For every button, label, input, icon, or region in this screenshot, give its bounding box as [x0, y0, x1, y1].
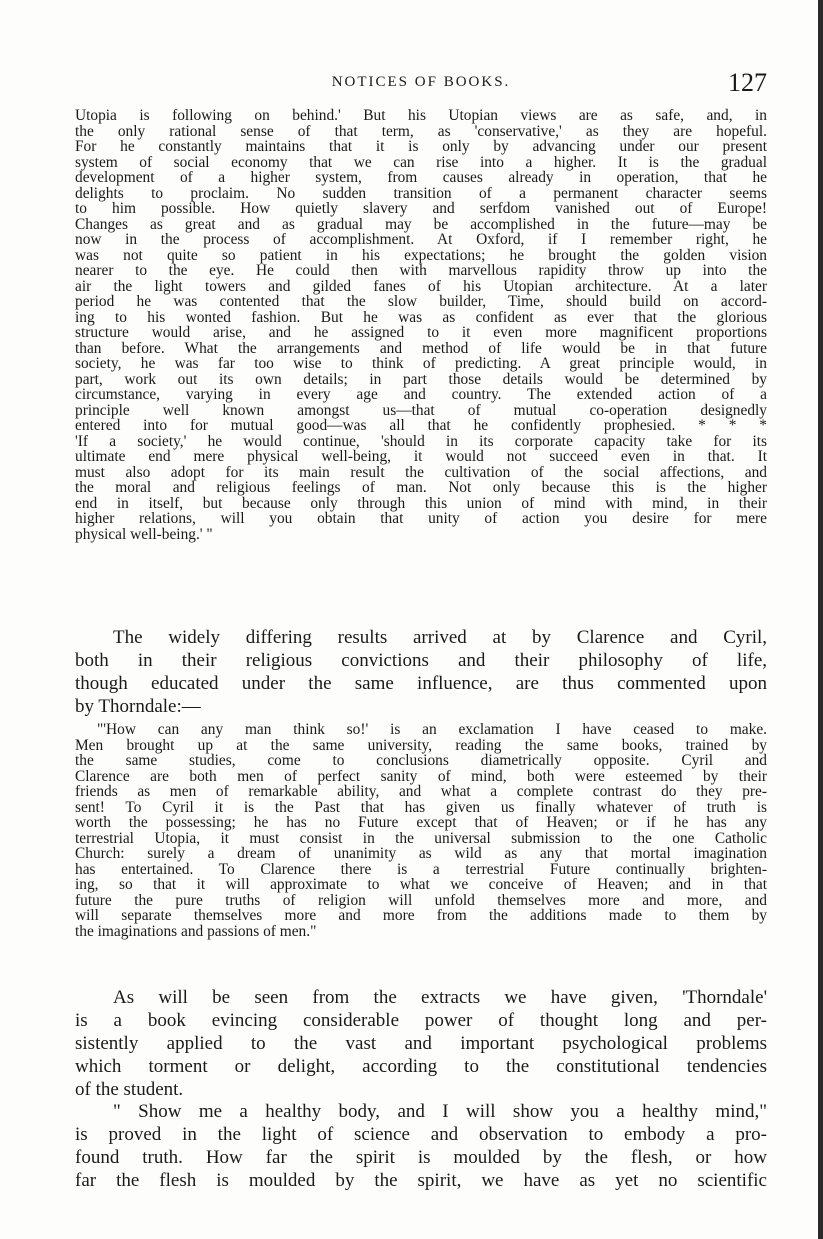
text-line: ing to his wonted fashion. But he was as confident as ever that the glorious — [75, 308, 767, 326]
text-line: now in the process of accomplishment. At Oxford, if I remember right, he — [75, 231, 767, 248]
text-line: delights to proclaim. No sudden transition of a permanent character seems — [75, 184, 767, 202]
text-line: sistently applied to the vast and important psychological problems — [75, 1033, 767, 1054]
text-line: "'How can any man think so!' is an exclamation I have ceased to make. — [97, 721, 767, 738]
text-line: part, work out its own details; in part those details would be determined by — [75, 370, 767, 388]
text-line: though educated under the same influence, are thus commented upon — [75, 673, 767, 694]
text-line: Utopia is following on behind.' But his Utopian views are as safe, and, in — [75, 107, 767, 124]
page-binding-edge — [818, 0, 823, 1239]
text-line: is a book evincing considerable power of thought long and per- — [75, 1010, 767, 1031]
page-number: 127 — [728, 68, 767, 97]
text-line: ing, so that it will approximate to what we conceive of Heaven; and in that — [75, 876, 767, 893]
text-line: higher relations, will you obtain that unity of action you desire for mere — [75, 510, 767, 527]
text-line: circumstance, varying in every age and country. The extended action of a — [75, 386, 767, 403]
text-line: system of social economy that we can rise into a higher. It is the gradual — [75, 153, 767, 171]
text-line: Changes as great and as gradual may be accomplished in the future—may be — [75, 215, 767, 233]
text-line: development of a higher system, from causes already in operation, that he — [75, 169, 767, 186]
text-line: to him possible. How quietly slavery and serfdom vanished out of Europe! — [75, 200, 767, 217]
text-line: the same studies, come to conclusions diametrically opposite. Cyril and — [75, 752, 767, 769]
text-line: both in their religious convictions and their philosophy of life, — [75, 650, 767, 671]
text-line: friends as men of remarkable ability, and what a complete contrast do they pre- — [75, 783, 767, 800]
text-line: structure would arise, and he assigned to it even more magnificent proportions — [75, 324, 767, 341]
text-line: entered into for mutual good—was all that he confidently prophesied. * * * — [75, 417, 767, 434]
text-line: than before. What the arrangements and method of life would be in that future — [75, 339, 767, 357]
text-line: period he was contented that the slow builder, Time, should build on accord- — [75, 293, 767, 310]
text-line: was not quite so patient in his expectations; he brought the golden vision — [75, 246, 767, 264]
paragraph-healthy-body — [75, 1100, 767, 1192]
paragraph-thorndale-assessment — [75, 986, 767, 1101]
text-line: As will be seen from the extracts we have given, 'Thorndale' — [113, 987, 767, 1008]
text-line: Clarence are both men of perfect sanity of mind, both were esteemed by their — [75, 767, 767, 785]
text-line: has entertained. To Clarence there is a terrestrial Future continually brighten- — [75, 860, 767, 878]
text-line: future the pure truths of religion will unfold themselves more and more, and — [75, 891, 767, 909]
text-line: For he constantly maintains that it is only by advancing under our present — [75, 138, 767, 155]
text-line: Church: surely a dream of unanimity as wild as any that mortal imagination — [75, 845, 767, 862]
text-line: which torment or delight, according to the constitutional tendencies — [75, 1056, 767, 1077]
text-line: must also adopt for its main result the cultivation of the social affections, and — [75, 463, 767, 481]
text-line: principle well known amongst us—that of mutual co-operation designedly — [75, 401, 767, 419]
text-line: by Thorndale:— — [75, 696, 201, 717]
paragraph-clarence-cyril — [75, 626, 767, 718]
text-line: " Show me a healthy body, and I will show you a healthy mind," — [113, 1101, 767, 1122]
quotation-continued — [75, 108, 767, 542]
text-line: is proved in the light of science and observation to embody a pro- — [75, 1124, 767, 1145]
text-line: nearer to the eye. He could then with marvellous rapidity throw up into the — [75, 262, 767, 279]
running-head: NOTICES OF BOOKS. — [331, 74, 511, 90]
thorndale-quotation — [75, 722, 767, 939]
text-line: Men brought up at the same university, reading the same books, trained by — [75, 736, 767, 754]
text-line: The widely differing results arrived at by Clarence and Cyril, — [113, 627, 767, 648]
text-line: terrestrial Utopia, it must consist in the universal submission to the one Catholic — [75, 829, 767, 847]
text-line: of the student. — [75, 1079, 184, 1100]
text-line: air the light towers and gilded fanes of his Utopian architecture. At a later — [75, 277, 767, 295]
text-line: society, he was far too wise to think of predicting. A great principle would, in — [75, 355, 767, 372]
page-header — [75, 70, 767, 100]
text-line: far the flesh is moulded by the spirit, we have as yet no scientific — [75, 1170, 767, 1191]
text-line: the imaginations and passions of men." — [75, 922, 317, 940]
text-line: the moral and religious feelings of man. Not only because this is the higher — [75, 479, 767, 496]
text-line: 'If a society,' he would continue, 'should in its corporate capacity take for its — [75, 432, 767, 450]
text-line: the only rational sense of that term, as 'conservative,' as they are hopeful. — [75, 122, 767, 140]
text-line: end in itself, but because only through this union of mind with mind, in their — [75, 494, 767, 512]
text-line: ultimate end mere physical well-being, it would not succeed even in that. It — [75, 448, 767, 465]
text-line: sent! To Cyril it is the Past that has given us finally whatever of truth is — [75, 798, 767, 816]
text-line: will separate themselves more and more from the additions made to them by — [75, 907, 767, 924]
text-line: worth the possessing; he has no Future except that of Heaven; or if he has any — [75, 814, 767, 831]
text-line: physical well-being.' " — [75, 525, 213, 543]
text-line: found truth. How far the spirit is moulded by the flesh, or how — [75, 1147, 767, 1168]
